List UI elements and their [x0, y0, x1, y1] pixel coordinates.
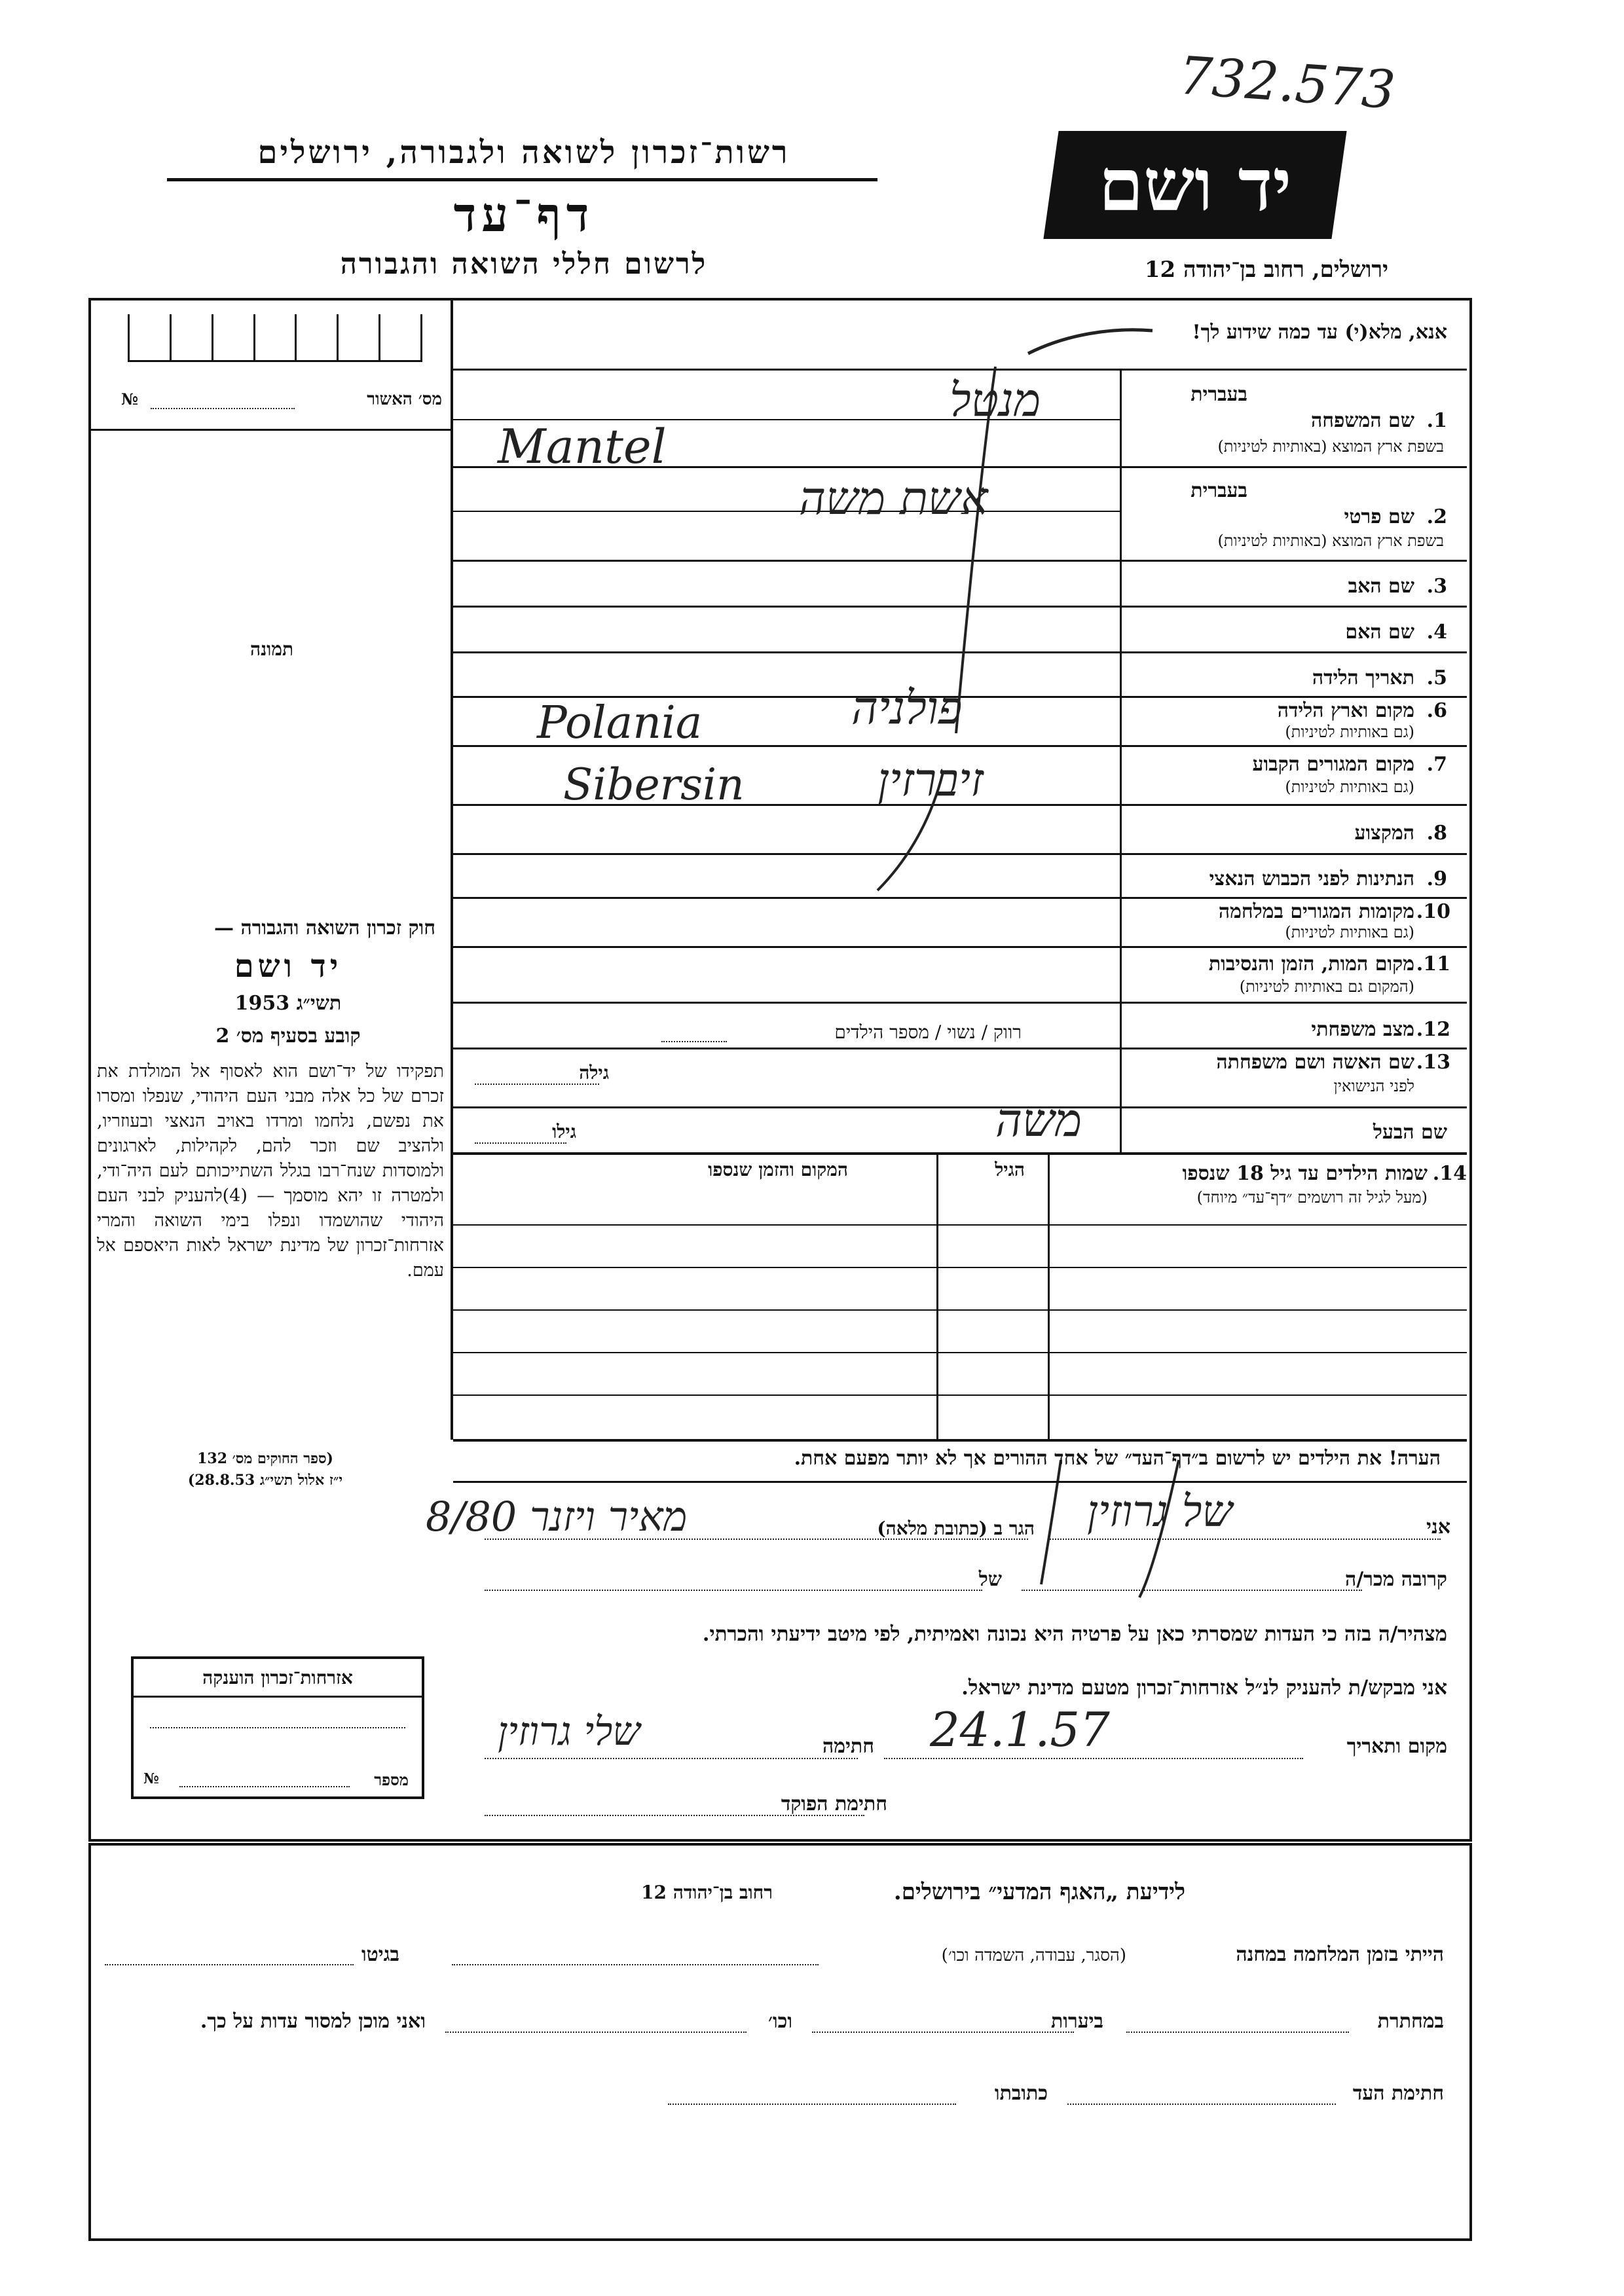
field-2-hebrew-value[interactable]: אשת משה [799, 471, 988, 525]
bottom-line1-camp: הייתי בזמן המלחמה במחנה [1236, 1943, 1444, 1966]
citizenship-title: אזרחות־זכרון הוענקה [202, 1667, 353, 1688]
field-5-number: 5. [1426, 666, 1447, 689]
children-row-2 [453, 1267, 1467, 1268]
witness-address-value[interactable]: מאיר ויזנר 8/80 [426, 1493, 688, 1540]
citizenship-rule [134, 1696, 422, 1698]
place-date-label: מקום ותאריך [1346, 1735, 1447, 1758]
field-13-number: 13. [1416, 1051, 1450, 1074]
note-rule [453, 1481, 1467, 1483]
bottom-witness-sig-field[interactable] [1067, 2104, 1336, 2105]
form-title: דף־עד [453, 187, 595, 242]
field-2-hebrew-tag: בעברית [1190, 479, 1247, 502]
header-address: ירושלים, רחוב בן־יהודה 12 [1144, 257, 1388, 283]
witness-declaration: מצהיר/ה בזה כי העדות שמסרתי כאן על פרטיה היא נכונה ואמיתית, לפי מיטב ידיעתי והכרתי. [702, 1622, 1447, 1646]
approval-number-label: מס׳ האשור [367, 390, 442, 409]
witness-relation-field[interactable] [1022, 1590, 1362, 1591]
field-7-label: מקום המגורים הקבוע [1252, 753, 1414, 776]
husband-label: שם הבעל [1373, 1121, 1447, 1144]
children-bottom-rule [453, 1439, 1467, 1442]
bottom-line2-forests: ביערות [1050, 2010, 1103, 2033]
citizenship-no-symbol: № [143, 1770, 159, 1787]
children-col-divider-1 [936, 1152, 938, 1440]
witness-ani: אני [1426, 1516, 1450, 1539]
husband-name-value[interactable]: משה [995, 1093, 1082, 1147]
bottom-line1-ghetto: בגיטו [361, 1943, 399, 1966]
field-6-sub: (גם באותיות לטיניות) [1285, 723, 1414, 741]
field-10-sub: (גם באותיות לטיניות) [1285, 923, 1414, 941]
place-date-field[interactable] [884, 1758, 1303, 1759]
citizenship-number-label: מספר [374, 1770, 409, 1789]
citizenship-field[interactable] [150, 1727, 405, 1728]
bottom-camp-field[interactable] [452, 1964, 819, 1965]
field-4-label: שם האם [1345, 621, 1414, 644]
field-7-latin-value[interactable]: Sibersin [563, 759, 745, 810]
bottom-line2-willing: ואני מוכן למסור עדות על כך. [200, 2010, 426, 2033]
bottom-address: רחוב בן־יהודה 12 [641, 1882, 773, 1903]
field-3-number: 3. [1426, 575, 1447, 598]
officer-signature-label: חתימת הפוקד [781, 1793, 887, 1815]
signature-label: חתימה [822, 1735, 874, 1758]
field-8-number: 8. [1426, 822, 1447, 845]
field-1-label: שם המשפחה [1310, 409, 1414, 432]
children-sub: (מעל לגיל זה רושמים ״דף־עד״ מיוחד) [1196, 1188, 1428, 1207]
citizenship-box [131, 1656, 424, 1799]
field-11-sub: (המקום גם באותיות לטיניות) [1239, 977, 1414, 996]
officer-signature-field[interactable] [485, 1815, 864, 1816]
field-2-label: שם פרטי [1344, 505, 1414, 528]
scientific-dept-frame [88, 1843, 1472, 2241]
field-5-label: תאריך הלידה [1312, 666, 1414, 689]
children-row-4 [453, 1352, 1467, 1353]
law-heading: חוק זכרון השואה והגבורה — [214, 917, 435, 939]
field-6-number: 6. [1426, 699, 1447, 722]
field-1-hebrew-value[interactable]: מנטל [950, 373, 1041, 427]
witness-name-value[interactable]: של גרוזין [1087, 1486, 1233, 1537]
field-3-label: שם האב [1348, 575, 1414, 598]
witness-of-label: של [978, 1568, 1002, 1591]
children-row-5 [453, 1394, 1467, 1396]
field-1-hebrew-tag: בעברית [1190, 383, 1247, 406]
children-label: שמות הילדים עד גיל 18 שנספו [1182, 1162, 1428, 1185]
field-13-age-label: גילה [579, 1062, 609, 1084]
law-year: תשי״ג 1953 [234, 992, 342, 1015]
photo-label: תמונה [249, 638, 294, 660]
children-col-place: המקום והזמן שנספו [708, 1159, 848, 1180]
field-2-number: 2. [1426, 505, 1447, 528]
form-subtitle: לרשום חללי השואה והגבורה [340, 247, 708, 281]
authority-name: רשות־זכרון לשואה ולגבורה, ירושלים [257, 134, 790, 171]
witness-of-field[interactable] [485, 1590, 982, 1591]
witness-relation-label: קרובה מכר/ה [1344, 1568, 1447, 1591]
children-col-age: הגיל [995, 1159, 1025, 1180]
bottom-ghetto-field[interactable] [105, 1964, 354, 1965]
field-1-number: 1. [1426, 409, 1447, 432]
witness-address-label: הגר ב (כתובת מלאה) [877, 1518, 1035, 1539]
approval-no-symbol: № [121, 390, 139, 409]
field-6-label: מקום וארץ הלידה [1277, 699, 1414, 722]
bottom-line3-witness-sig: חתימת העד [1352, 2082, 1444, 2105]
field-2-sub: בשפת ארץ המוצא (באותיות לטיניות) [1217, 532, 1444, 550]
bottom-line3-address: כתובתו [994, 2082, 1048, 2105]
field-10-label: מקומות המגורים במלחמה [1218, 900, 1414, 923]
bottom-address-field[interactable] [668, 2104, 956, 2105]
intro-text: אנא, מלא(י) עד כמה שידוע לך! [1192, 321, 1447, 344]
law-section: קובע בסעיף מס׳ 2 [215, 1025, 361, 1048]
law-reference-1: (ספר החוקים מס׳ 132 [197, 1450, 333, 1467]
logo-text: יד ושם [1098, 143, 1292, 227]
children-number: 14. [1432, 1162, 1467, 1185]
field-11-label: מקום המות, הזמן והנסיבות [1208, 953, 1414, 975]
place-date-value[interactable]: 24.1.57 [930, 1702, 1110, 1757]
field-11-number: 11. [1416, 953, 1450, 975]
signature-value[interactable]: שלי גרוזין [498, 1709, 640, 1755]
bottom-line2-etc: וכו׳ [768, 2010, 792, 2033]
witness-name-field[interactable] [1048, 1539, 1441, 1540]
field-1-latin-value[interactable]: Mantel [498, 419, 667, 474]
bottom-line1-types: (הסגר, עבודה, השמדה וכו׳) [941, 1946, 1126, 1965]
field-7-number: 7. [1426, 753, 1447, 776]
field-6-latin-value[interactable]: Polania [537, 697, 703, 749]
field-8-label: המקצוע [1354, 822, 1414, 845]
children-row-1 [453, 1224, 1467, 1226]
children-col-divider-2 [1048, 1152, 1050, 1440]
field-9-number: 9. [1426, 867, 1447, 890]
field-7-sub: (גם באותיות לטיניות) [1285, 778, 1414, 796]
citizenship-number-field[interactable] [179, 1786, 350, 1787]
field-13-sub: לפני הנישואין [1333, 1077, 1414, 1095]
field-12-number: 12. [1416, 1018, 1450, 1041]
field-7-hebrew-value[interactable]: זיברזין [877, 753, 984, 807]
note-text: הערה! את הילדים יש לרשום ב״דף־העד״ של אחד ההורים אך לא יותר מפעם אחת. [794, 1447, 1441, 1470]
archive-number: 732.573 [1177, 45, 1397, 121]
field-12-value-line: רווק / נשוי / מספר הילדים [834, 1021, 1022, 1043]
field-4-number: 4. [1426, 621, 1447, 644]
witness-request: אני מבקש/ת להעניק לנ״ל אזרחות־זכרון מטעם מדינת ישראל. [961, 1676, 1447, 1700]
field-9-label: הנתינות לפני הכבוש הנאצי [1209, 867, 1414, 890]
law-reference-2: י״ז אלול תשי״ג 28.8.53) [187, 1472, 343, 1489]
bottom-title: לידיעת „האגף המדעי״ בירושלים. [893, 1879, 1185, 1905]
field-12-label: מצב משפחתי [1311, 1018, 1414, 1041]
law-name: יד ושם [234, 948, 342, 985]
bottom-line2-underground: במחתרת [1377, 2010, 1444, 2033]
law-body: תפקידו של יד־ושם הוא לאסוף אל המולדת את זכרם של כל אלה מבני העם היהודי, שנפלו ומסרו את נפשם, נלחמו ומרדו באויב הנאצי ובעוזריו, ולהציב שם וזכר להם, לקהילות, לארגונים ולמוסדות שנח־רבו בגלל השתייכותם לעם היה־ודי, ולמטרה זו יהא מוסמך — (4)להעניק לבני העם היהודי שהושמדו ונפלו בימי השואה והמרי אזרחות־זכרון של מדינת ישראל לאות היאספם אל עמם. [97, 1061, 445, 1281]
field-1-sub: בשפת ארץ המוצא (באותיות לטיניות) [1217, 437, 1444, 456]
children-row-3 [453, 1309, 1467, 1311]
field-6-hebrew-value[interactable]: פולניה [851, 681, 963, 735]
bottom-forests-field[interactable] [812, 2032, 1074, 2033]
signature-field[interactable] [485, 1758, 858, 1759]
bottom-underground-field[interactable] [1126, 2032, 1349, 2033]
field-13-label: שם האשה ושם משפחתה [1216, 1051, 1414, 1074]
bottom-etc-field[interactable] [445, 2032, 747, 2033]
field-10-number: 10. [1416, 900, 1450, 923]
husband-age-label: גילו [552, 1121, 576, 1142]
